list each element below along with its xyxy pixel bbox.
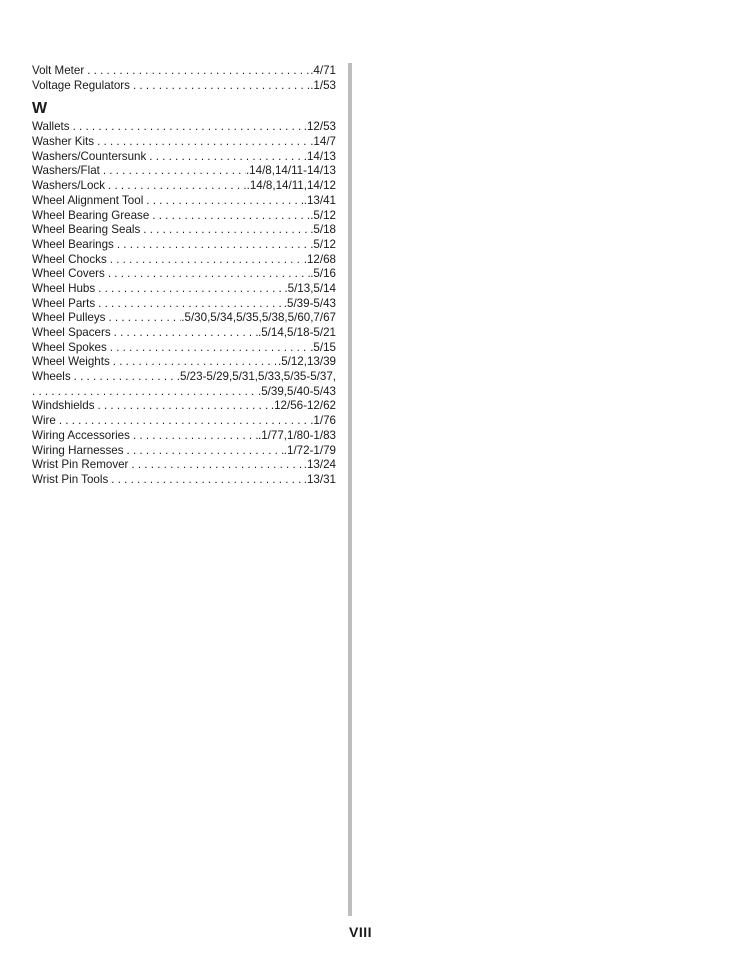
index-pages: .12/53: [303, 120, 336, 134]
index-term: Wrist Pin Tools: [32, 472, 109, 486]
index-pages: .14/8,14/11-14/13: [245, 164, 336, 178]
index-entry: [32, 79, 336, 94]
index-entry: [32, 223, 336, 238]
index-term: Windshields: [32, 399, 95, 413]
index-term: Wheel Parts: [32, 296, 96, 310]
dot-leader: [105, 267, 310, 282]
index-term: Wheel Bearings: [32, 237, 114, 251]
index-pages: .5/12: [310, 208, 336, 222]
index-term: Washers/Flat: [32, 164, 100, 178]
index-entry: [32, 311, 336, 326]
index-pages: .5/39,5/40-5/43: [258, 384, 336, 398]
index-pages: .4/71: [310, 64, 336, 77]
index-pages: .5/39-5/43: [283, 296, 336, 310]
index-term: Voltage Regulators: [32, 78, 130, 92]
index-entry: [32, 238, 336, 253]
dot-leader: [130, 79, 310, 94]
dot-leader: [84, 64, 310, 79]
index-entry: [32, 150, 336, 165]
index-term: Wheel Spacers: [32, 326, 111, 339]
section-heading-w: W: [32, 100, 48, 118]
index-pages: .5/13,5/14: [284, 281, 336, 295]
index-entry: [32, 326, 336, 341]
index-entry: [32, 253, 336, 268]
index-entry: [32, 414, 336, 429]
index-entry: [32, 164, 336, 179]
index-entry: [32, 473, 336, 488]
index-term: Wiring Accessories: [32, 428, 130, 442]
index-pages: .1/72-1/79: [283, 443, 336, 457]
column-divider: [348, 63, 352, 916]
index-entry: [32, 282, 336, 297]
index-pages: .5/14,5/18-5/21: [258, 326, 336, 339]
index-pages: .12/56-12/62: [270, 399, 336, 413]
index-term: Washer Kits: [32, 135, 95, 149]
dot-leader: [100, 164, 246, 179]
index-term: Wheel Bearing Seals: [32, 223, 141, 237]
dot-leader: [32, 385, 258, 400]
index-entry: [32, 64, 336, 79]
index-term: Wheel Chocks: [32, 252, 107, 266]
index-pages: .12/68: [303, 252, 336, 266]
index-entry: [32, 267, 336, 282]
index-entry: [32, 444, 336, 459]
dot-leader: [107, 341, 310, 356]
dot-leader: [70, 120, 304, 135]
dot-leader: [95, 399, 271, 414]
dot-leader: [107, 253, 304, 268]
index-pages: .1/76: [310, 414, 336, 428]
index-entry: [32, 370, 336, 385]
index-term: Washers/Lock: [32, 179, 106, 193]
index-entry: [32, 429, 336, 444]
dot-leader: [95, 297, 284, 312]
index-entry: [32, 458, 336, 473]
index-term: Wheel Weights: [32, 355, 110, 369]
index-pages: .5/30,5/34,5/35,5/38,5/60,7/67: [181, 311, 336, 325]
dot-leader: [140, 223, 310, 238]
index-pages: .5/12: [310, 237, 336, 251]
dot-leader: [124, 444, 284, 459]
dot-leader: [95, 282, 284, 297]
index-pages: .1/77,1/80-1/83: [258, 428, 336, 442]
dot-leader: [149, 209, 310, 224]
index-entry: [32, 297, 336, 312]
dot-leader: [143, 194, 303, 209]
index-term: Wire: [32, 414, 56, 428]
dot-leader: [114, 238, 310, 253]
dot-leader: [111, 326, 258, 341]
index-pages: .5/12,13/39: [277, 355, 336, 369]
index-entry: [32, 399, 336, 414]
index-pages: .13/31: [303, 472, 336, 486]
index-entry: [32, 120, 336, 135]
dot-leader: [128, 458, 303, 473]
index-pages: .13/41: [303, 193, 336, 207]
index-term: Wallets: [32, 120, 70, 134]
dot-leader: [105, 179, 247, 194]
index-column: [32, 64, 336, 488]
index-entry: [32, 179, 336, 194]
dot-leader: [105, 311, 181, 326]
page-number: VIII: [349, 924, 373, 940]
index-term: Wheel Hubs: [32, 281, 96, 295]
index-pages: .5/16: [310, 267, 336, 281]
dot-leader: [94, 135, 310, 150]
index-pages: .13/24: [303, 458, 336, 472]
index-term: Wheel Pulleys: [32, 311, 106, 325]
index-pages: .5/18: [310, 223, 336, 237]
index-pages: .14/13: [303, 149, 336, 163]
dot-leader: [130, 429, 258, 444]
index-term: Wheel Bearing Grease: [32, 208, 150, 222]
index-pages: .5/15: [310, 340, 336, 354]
index-pages: .5/23-5/29,5/31,5/33,5/35-5/37,: [176, 370, 336, 384]
index-entry-continuation: [32, 385, 336, 400]
index-entry: [32, 194, 336, 209]
index-term: Washers/Countersunk: [32, 149, 147, 163]
index-entry: [32, 341, 336, 356]
index-term: Wiring Harnesses: [32, 443, 124, 457]
index-term: Wheel Covers: [32, 267, 105, 281]
index-entry: [32, 209, 336, 224]
index-term: Wheels: [32, 370, 71, 384]
index-pages: .1/53: [310, 78, 336, 92]
dot-leader: [108, 473, 304, 488]
dot-leader: [56, 414, 310, 429]
dot-leader: [71, 370, 177, 385]
index-term: Volt Meter: [32, 64, 85, 77]
dot-leader: [110, 355, 278, 370]
index-entry: [32, 355, 336, 370]
index-entry: [32, 135, 336, 150]
index-term: Wheel Spokes: [32, 340, 107, 354]
index-pages: .14/8,14/11,14/12: [246, 179, 336, 193]
index-term: Wheel Alignment Tool: [32, 193, 144, 207]
dot-leader: [146, 150, 303, 165]
index-pages: .14/7: [310, 135, 336, 149]
index-term: Wrist Pin Remover: [32, 458, 129, 472]
